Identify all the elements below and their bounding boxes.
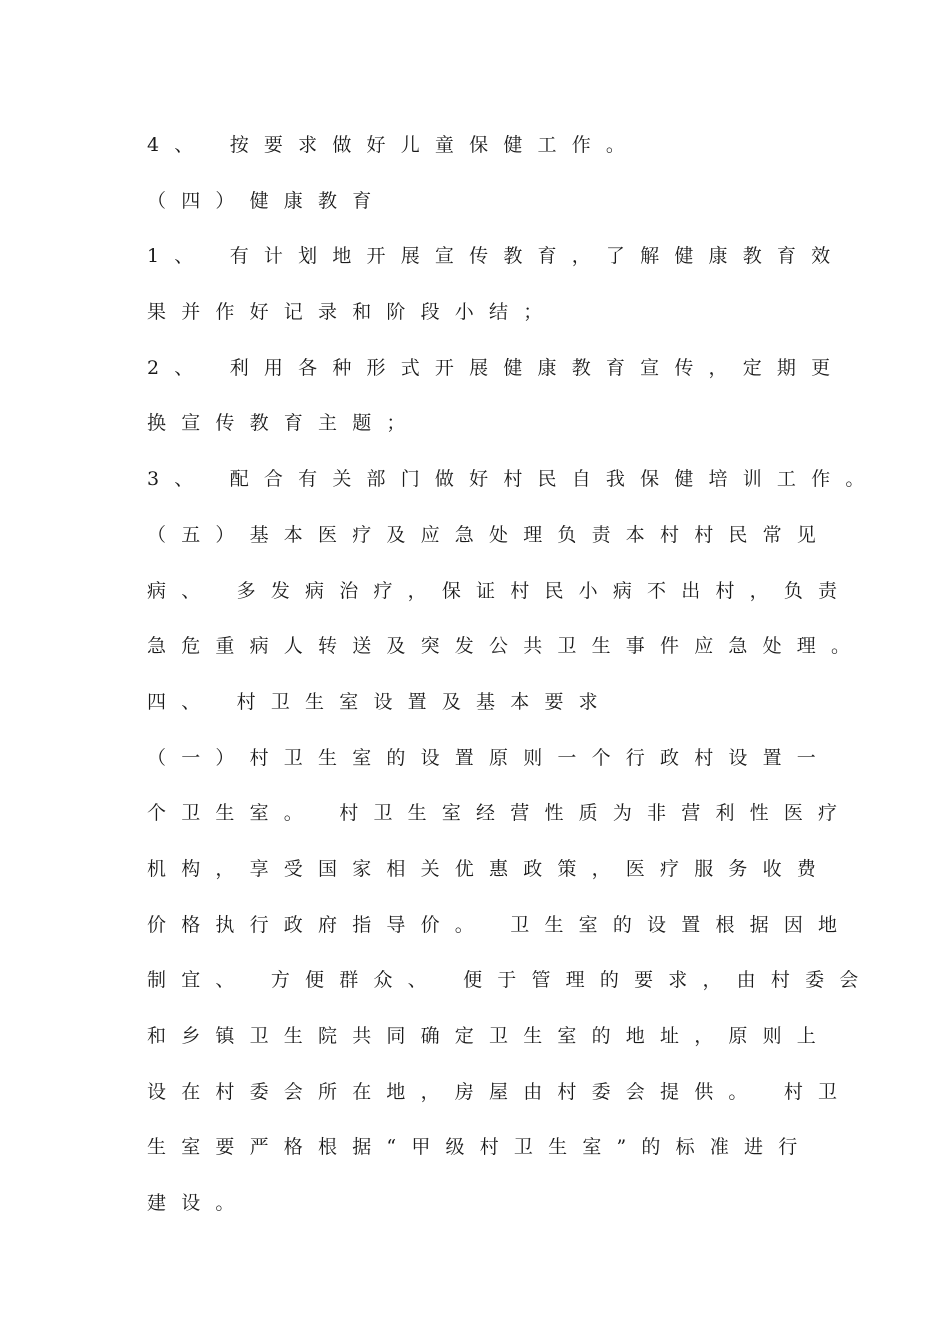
section-heading: 四、 村卫生室设置及基本要求	[147, 690, 613, 713]
section-heading: （五）基本医疗及应急处理负责本村村民常见	[147, 523, 832, 546]
text-line: 价格执行政府指导价。 卫生室的设置根据因地	[147, 913, 853, 936]
text-line: 设在村委会所在地，房屋由村委会提供。 村卫	[147, 1080, 853, 1103]
text-line: 急危重病人转送及突发公共卫生事件应急处理。	[147, 635, 866, 658]
text-line: 2、 利用各种形式开展健康教育宣传，定期更	[147, 356, 846, 379]
section-heading: （一）村卫生室的设置原则一个行政村设置一	[147, 746, 832, 769]
text-line: 制宜、 方便群众、 便于管理的要求，由村委会	[147, 969, 874, 992]
text-line: 个卫生室。 村卫生室经营性质为非营利性医疗	[147, 802, 853, 825]
document-body	[147, 124, 880, 1238]
text-line: 4、 按要求做好儿童保健工作。	[147, 134, 641, 156]
text-line: 果并作好记录和阶段小结；	[147, 301, 558, 324]
text-line: 生室要严格根据“甲级村卫生室”的标准进行	[147, 1136, 813, 1159]
text-line: 和乡镇卫生院共同确定卫生室的地址，原则上	[147, 1025, 832, 1047]
text-line: 1、 有计划地开展宣传教育，了解健康教育效	[147, 245, 846, 268]
text-line: 换宣传教育主题；	[147, 412, 421, 435]
text-line: 机构，享受国家相关优惠政策，医疗服务收费	[147, 857, 832, 880]
section-heading: （四）健康教育	[147, 189, 387, 212]
text-line: 建设。	[147, 1192, 250, 1215]
text-line: 3、 配合有关部门做好村民自我保健培训工作。	[147, 468, 880, 491]
text-line: 病、 多发病治疗，保证村民小病不出村，负责	[147, 579, 853, 602]
